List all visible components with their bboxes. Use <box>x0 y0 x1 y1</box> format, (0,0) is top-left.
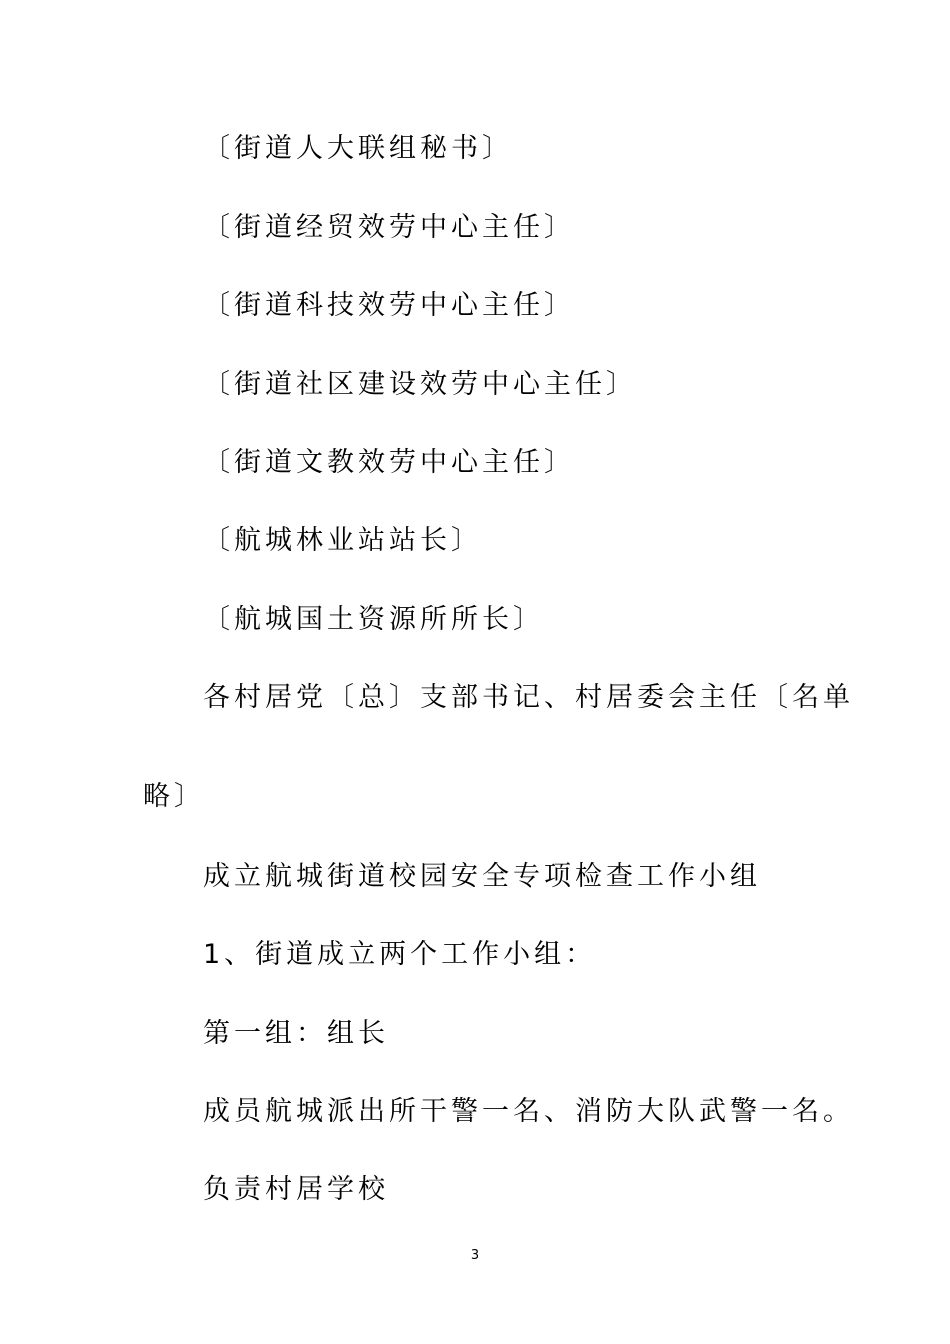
text-line-10: 成立航城街道校园安全专项检查工作小组 <box>203 861 761 892</box>
text-line-2: 〔街道经贸效劳中心主任〕 <box>203 212 575 243</box>
text-line-11: 1、街道成立两个工作小组： <box>203 939 597 970</box>
text-line-7: 〔航城国土资源所所长〕 <box>203 604 544 635</box>
page-number: 3 <box>470 1248 480 1263</box>
text-line-6: 〔航城林业站站长〕 <box>203 525 482 556</box>
text-line-3: 〔街道科技效劳中心主任〕 <box>203 290 575 321</box>
text-line-4: 〔街道社区建设效劳中心主任〕 <box>203 369 637 400</box>
text-line-1: 〔街道人大联组秘书〕 <box>203 133 513 164</box>
text-line-9: 略〕 <box>143 781 205 812</box>
text-line-14: 负责村居学校 <box>203 1174 389 1205</box>
text-line-8: 各村居党〔总〕支部书记、村居委会主任〔名单 <box>203 682 854 713</box>
text-line-13: 成员航城派出所干警一名、消防大队武警一名。 <box>203 1096 854 1127</box>
text-line-5: 〔街道文教效劳中心主任〕 <box>203 447 575 478</box>
text-line-12: 第一组：组长 <box>203 1018 389 1049</box>
